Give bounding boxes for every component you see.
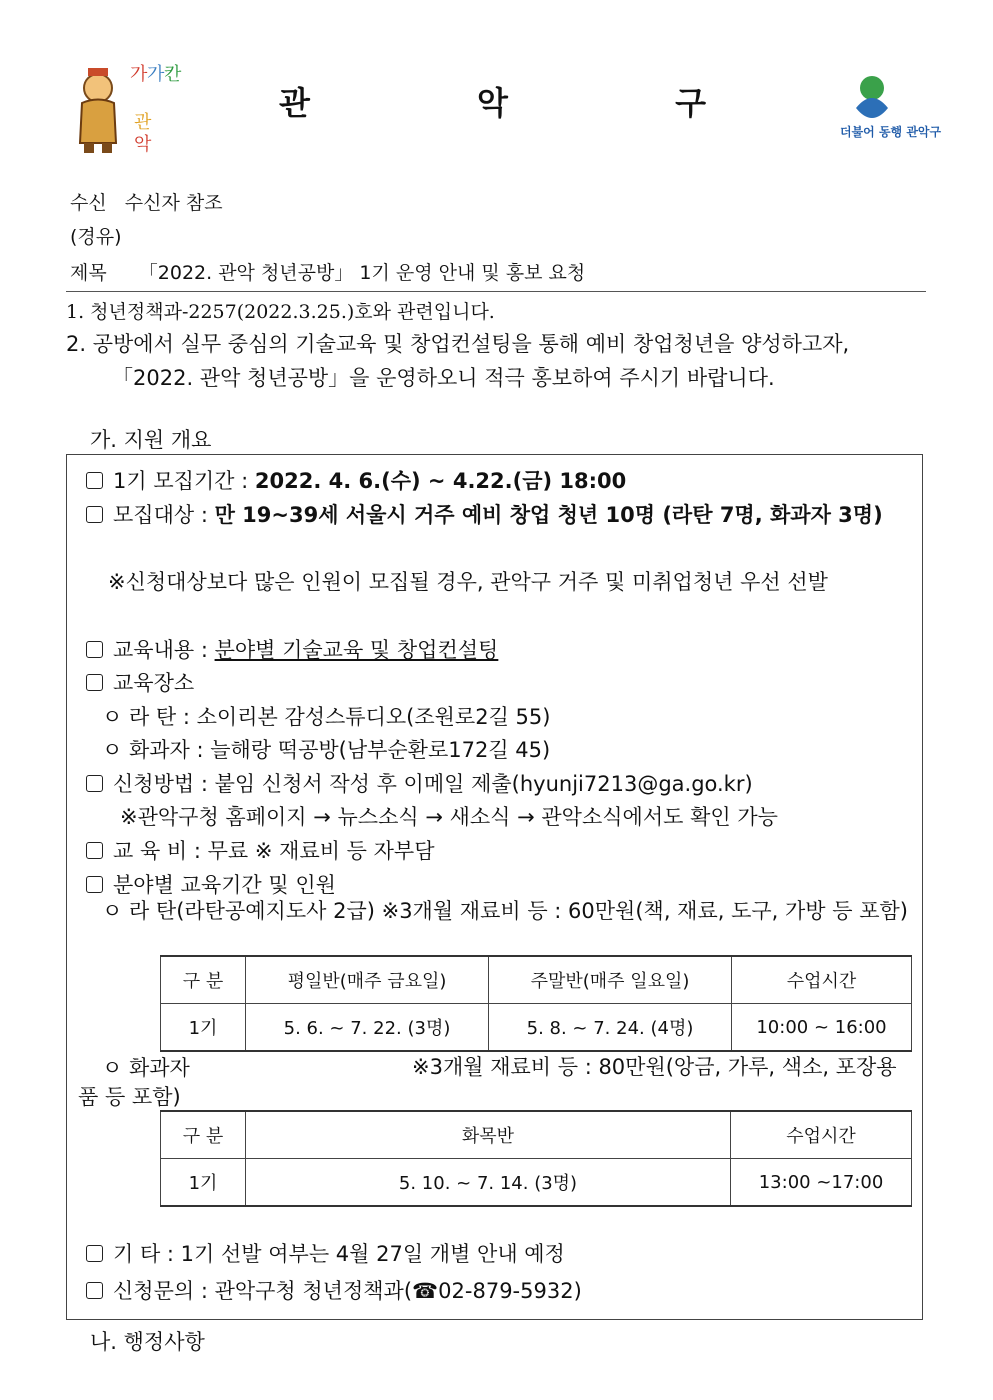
confection-info: ※3개월 재료비 등 : 80만원(앙금, 가루, 색소, 포장용품 등 포함): [78, 1055, 897, 1109]
svg-text:가: 가: [130, 64, 148, 85]
other-info: 기 타 : 1기 선발 여부는 4월 27일 개별 안내 예정: [78, 1238, 918, 1271]
target-note: ※신청대상보다 많은 인원이 모집될 경우, 관악구 거주 및 미취업청년 우선 선발: [108, 570, 828, 594]
recipient-value: 수신자 참조: [124, 192, 223, 214]
checkbox-icon: [86, 506, 103, 523]
inquiry-info: 신청문의 : 관악구청 청년정책과(☎02-879-5932): [78, 1275, 918, 1308]
subject-value: 「2022. 관악 청년공방」 1기 운영 안내 및 홍보 요청: [138, 262, 586, 284]
checkbox-icon: [86, 472, 103, 489]
table-header-row: 구 분 평일반(매주 금요일) 주말반(매주 일요일) 수업시간: [161, 956, 912, 1004]
paragraph-1: 1. 청년정책과-2257(2022.3.25.)호와 관련입니다.: [66, 301, 495, 323]
confection-info-label: ㅇ 화과자: [102, 1056, 190, 1080]
apply-method: 신청방법 : 붙임 신청서 작성 후 이메일 제출(hyunji7213@ga.go.kr): [78, 768, 918, 801]
edu-content: 교육내용 : 분야별 기술교육 및 창업컨설팅: [78, 634, 918, 667]
subject-line: [70, 258, 585, 285]
checkbox-icon: [86, 876, 103, 893]
recruit-target: 모집대상 : 만 19~39세 서울시 거주 예비 창업 청년 10명 (라탄 7명, 화과자 3명): [78, 499, 918, 532]
svg-text:가: 가: [147, 64, 165, 85]
checkbox-icon: [86, 1245, 103, 1262]
confection-schedule-table: [160, 1110, 912, 1207]
section-b-title: 나. 행정사항: [90, 1330, 205, 1354]
table-row: 1기 5. 6. ~ 7. 22. (3명) 5. 8. ~ 7. 24. (4명) 10:00 ~ 16:00: [161, 1004, 912, 1052]
table-row: 1기 5. 10. ~ 7. 14. (3명) 13:00 ~17:00: [161, 1159, 912, 1207]
section-a-title: 가. 지원 개요: [90, 428, 212, 452]
recipient-line: [70, 188, 223, 215]
checkbox-icon: [86, 1282, 103, 1299]
schedule-label: 분야별 교육기간 및 인원: [78, 869, 918, 902]
apply-note: ※관악구청 홈페이지 → 뉴스소식 → 새소식 → 관악소식에서도 확인 가능: [120, 805, 778, 829]
checkbox-icon: [86, 641, 103, 658]
checkbox-icon: [86, 674, 103, 691]
checkbox-icon: [86, 775, 103, 792]
table-header-row: 구 분 화목반 수업시간: [161, 1111, 912, 1159]
recruit-target-value: 만 19~39세 서울시 거주 예비 창업 청년 10명 (라탄 7명, 화과자 3명): [214, 503, 883, 527]
via-line: (경유): [70, 226, 122, 248]
paragraph-2-line2: 「2022. 관악 청년공방」을 운영하오니 적극 홍보하여 주시기 바랍니다.: [112, 366, 775, 390]
rattan-schedule-table: [160, 955, 912, 1052]
edu-fee: 교 육 비 : 무료 ※ 재료비 등 자부담: [78, 835, 918, 868]
gwanak-slogan-logo: [836, 58, 942, 153]
header-divider: [66, 291, 926, 292]
recruit-period: 1기 모집기간 : 2022. 4. 6.(수) ~ 4.22.(금) 18:00: [78, 465, 918, 498]
edu-place: 교육장소: [78, 667, 918, 700]
org-title: 관 악 구: [278, 84, 785, 122]
place-confection: ㅇ 화과자 : 늘해랑 떡공방(남부순환로172길 45): [102, 738, 551, 762]
svg-text:더불어 동행 관악구: 더불어 동행 관악구: [840, 125, 942, 139]
svg-text:관: 관: [134, 112, 152, 133]
paragraph-2-line1: 2. 공방에서 실무 중심의 기술교육 및 창업컨설팅을 통해 예비 창업청년을 양성하고자,: [66, 332, 850, 356]
place-rattan: ㅇ 라 탄 : 소이리본 감성스튜디오(조원로2길 55): [102, 705, 551, 729]
edu-content-value: 분야별 기술교육 및 창업컨설팅: [214, 638, 499, 662]
svg-text:악: 악: [134, 134, 152, 155]
svg-text:칸: 칸: [164, 64, 182, 85]
subject-label: 제목: [70, 262, 107, 284]
checkbox-icon: [86, 842, 103, 859]
recruit-period-value: 2022. 4. 6.(수) ~ 4.22.(금) 18:00: [254, 469, 627, 493]
recipient-label: 수신: [70, 192, 107, 214]
rattan-info: ㅇ 라 탄(라탄공예지도사 2급) ※3개월 재료비 등 : 60만원(책, 재료, 도구, 가방 등 포함): [102, 899, 908, 923]
